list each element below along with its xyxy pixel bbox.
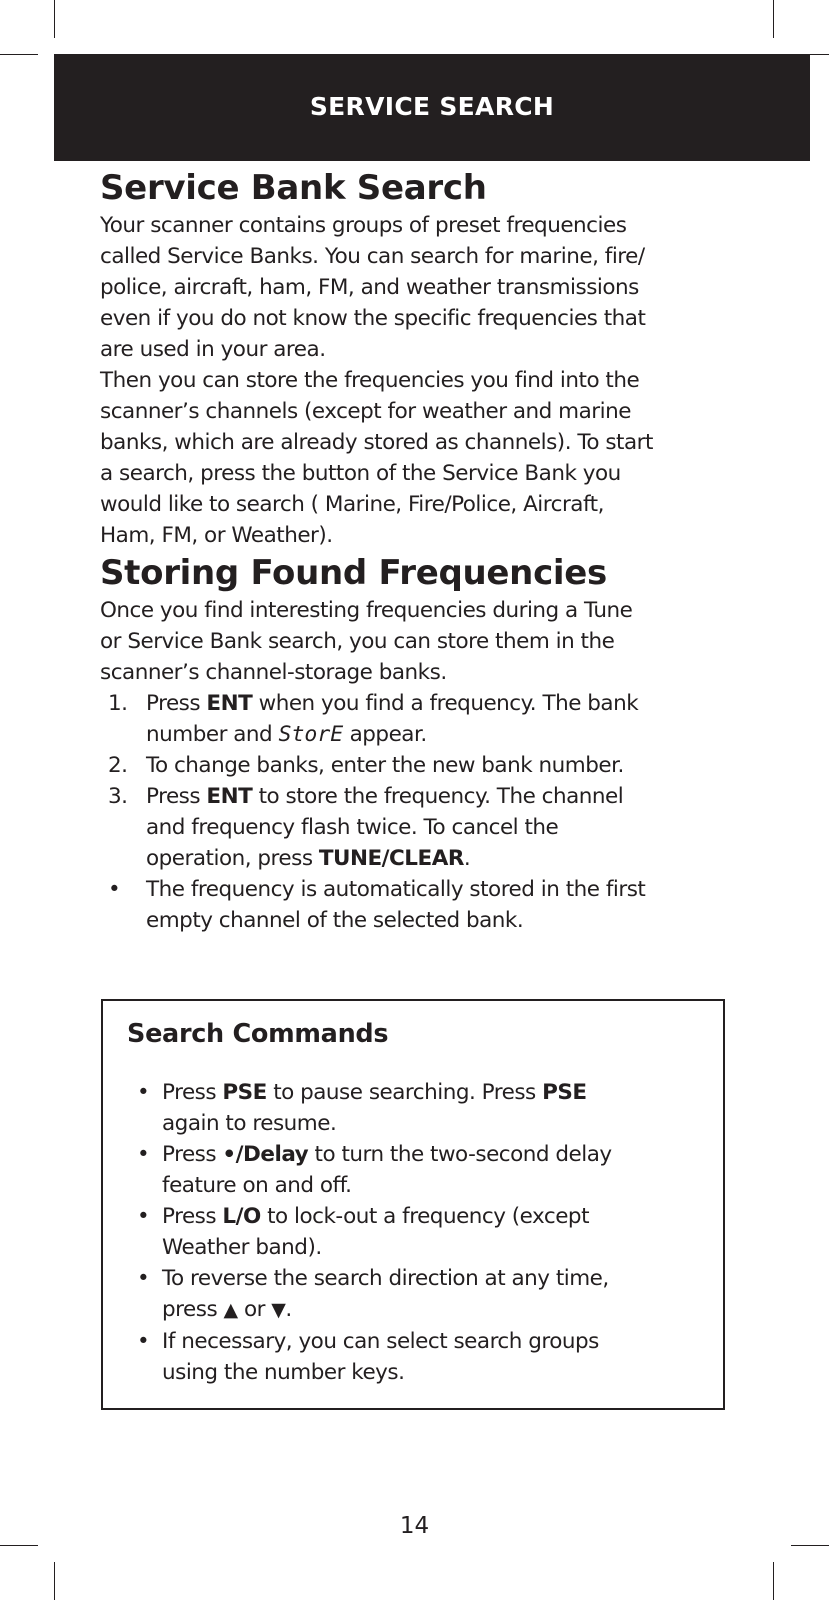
step-text: empty channel of the selected bank. [146,908,524,933]
command-text: . [285,1297,292,1322]
search-commands-heading: Search Commands [127,1019,389,1049]
step-number: 1. [108,691,128,716]
list-item [103,1201,703,1263]
command-text: using the number keys. [162,1360,405,1385]
key-label-delay: •/Delay [222,1142,309,1167]
key-label-lockout: L/O [222,1204,261,1229]
bullet-icon: • [137,1329,150,1354]
section-header-bar [54,54,810,161]
text-line: are used in your area. [100,337,326,362]
command-text: or [237,1297,272,1322]
key-label-pse: PSE [222,1080,267,1105]
crop-mark-bottom-right-h [791,1545,829,1546]
step-text: . [463,846,471,871]
service-bank-paragraph-1 [100,210,740,365]
command-text: Weather band). [162,1235,322,1260]
up-arrow-icon: ▲ [223,1299,238,1321]
text-line: Then you can store the frequencies you find into the [100,368,640,393]
command-text: press [162,1297,224,1322]
step-text: and frequency flash twice. To cancel the [146,815,559,840]
step-text: to store the frequency. The channel [252,784,624,809]
list-item [103,1139,703,1201]
command-text: to lock-out a frequency (except [260,1204,590,1229]
key-label-pse: PSE [542,1080,587,1105]
crop-mark-top-right [773,0,774,38]
list-item [103,1326,703,1388]
command-text: to turn the two-second delay [308,1142,612,1167]
step-text: appear. [343,722,427,747]
service-bank-paragraph-2 [100,365,740,551]
text-line: a search, press the button of the Service Bank you [100,461,621,486]
step-text: number and [146,722,279,747]
text-line: banks, which are already stored as channels). To start [100,430,653,455]
command-text: to pause searching. Press [266,1080,543,1105]
storing-found-frequencies-heading: Storing Found Frequencies [100,553,607,593]
key-label-tune-clear: TUNE/CLEAR [318,846,464,871]
step-text: Press [146,784,207,809]
list-item [100,874,740,936]
crop-mark-bottom-right [773,1562,774,1600]
text-line: or Service Bank search, you can store them in the [100,629,615,654]
step-text: operation, press [146,846,319,871]
step-number: 3. [108,784,128,809]
bullet-icon: • [137,1266,150,1291]
bullet-icon: • [137,1080,150,1105]
section-header-title: SERVICE SEARCH [309,92,555,121]
command-text: feature on and off. [162,1173,352,1198]
page-number: 14 [399,1513,430,1539]
crop-mark-top-left-h [0,54,38,55]
step-text: To change banks, enter the new bank number. [146,753,624,778]
command-text: If necessary, you can select search groups [162,1329,599,1354]
step-text: Press [146,691,207,716]
down-arrow-icon: ▼ [271,1299,286,1321]
crop-mark-bottom-left-h [0,1545,38,1546]
text-line: Your scanner contains groups of preset frequencies [100,213,627,238]
service-bank-search-heading: Service Bank Search [100,168,487,208]
list-item [103,1077,703,1139]
text-line: would like to search ( Marine, Fire/Police, Aircraft, [100,492,604,517]
bullet-icon: • [137,1204,150,1229]
storing-intro-paragraph [100,595,740,688]
step-text: The frequency is automatically stored in the first [146,877,646,902]
search-commands-box [101,999,725,1410]
key-label-ent: ENT [206,784,253,809]
text-line: scanner’s channel-storage banks. [100,660,447,685]
key-label-ent: ENT [206,691,253,716]
command-text: Press [162,1142,223,1167]
text-line: called Service Banks. You can search for marine, fire/ [100,244,645,269]
text-line: even if you do not know the specific frequencies that [100,306,646,331]
command-text: To reverse the search direction at any time, [162,1266,609,1291]
search-commands-list [103,1077,703,1388]
command-text: again to resume. [162,1111,337,1136]
bullet-marker: • [108,877,121,902]
list-item [100,750,740,781]
list-item [103,1263,703,1326]
command-text: Press [162,1080,223,1105]
step-number: 2. [108,753,128,778]
text-line: Ham, FM, or Weather). [100,523,333,548]
list-item [100,781,740,874]
storing-steps-list [100,688,740,936]
command-text: Press [162,1204,223,1229]
bullet-icon: • [137,1142,150,1167]
step-text: when you find a frequency. The bank [252,691,639,716]
list-item [100,688,740,750]
text-line: police, aircraft, ham, FM, and weather transmissions [100,275,639,300]
crop-mark-bottom-left [54,1562,55,1600]
page-content [100,166,740,936]
crop-mark-top-left [54,0,55,38]
lcd-display-text: StorE [278,722,344,747]
text-line: scanner’s channels (except for weather and marine [100,399,631,424]
text-line: Once you find interesting frequencies during a Tune [100,598,633,623]
